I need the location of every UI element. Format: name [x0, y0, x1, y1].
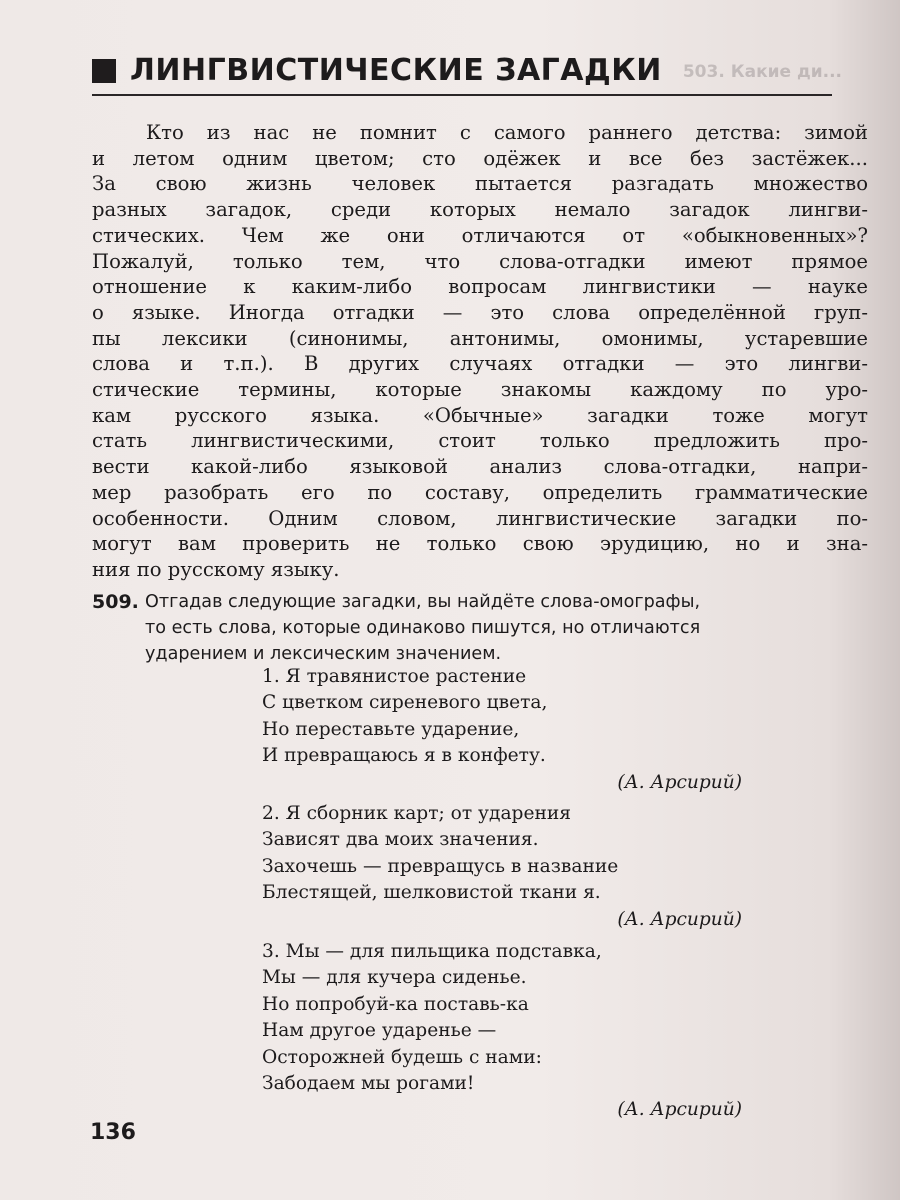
riddle-line: 1. Я травянистое растение — [262, 666, 527, 687]
riddle-line: Но переставьте ударение, — [262, 718, 520, 740]
intro-line: о языке. Иногда отгадки — это слова определённой груп- — [92, 300, 868, 324]
riddle-author: (А. Арсирий) — [617, 1099, 742, 1121]
riddle-line: 2. Я сборник карт; от ударения — [262, 803, 571, 824]
intro-line: Кто из нас не помнит с самого раннего детства: зимой — [146, 121, 868, 144]
riddle-line: 3. Мы — для пильщика подставка, — [262, 941, 602, 962]
intro-line: Пожалуй, только тем, что слова-отгадки имеют прямое — [92, 249, 868, 273]
intro-line: За свою жизнь человек пытается разгадать множество — [92, 172, 868, 196]
intro-paragraph — [92, 120, 868, 583]
exercise-line: ударением и лексическим значением. — [145, 643, 502, 664]
intro-line: мер разобрать его по составу, определить грамматические — [92, 480, 868, 504]
riddle-line: Осторожней будешь с нами: — [262, 1046, 542, 1068]
page-number: 136 — [90, 1120, 136, 1145]
riddle-3 — [262, 939, 742, 1124]
intro-line: кам русского языка. «Обычные» загадки тоже могут — [92, 403, 868, 427]
section-header — [92, 50, 842, 96]
riddle-line: Блестящей, шелковистой ткани я. — [262, 882, 601, 904]
riddle-2 — [262, 801, 742, 933]
intro-line: отношение к каким-либо вопросам лингвистики — науке — [92, 275, 868, 299]
riddle-line: Захочешь — превращусь в название — [262, 855, 619, 877]
intro-line: особенности. Одним словом, лингвистические загадки по- — [92, 506, 868, 530]
riddle-line: Но попробуй-ка поставь-ка — [262, 993, 529, 1015]
intro-line: слова и т.п.). В других случаях отгадки — это лингви- — [92, 352, 868, 376]
intro-line: разных загадок, среди которых немало загадок лингви- — [92, 198, 868, 222]
exercise-line: Отгадав следующие загадки, вы найдёте слова-омографы, — [145, 592, 701, 612]
intro-line: ния по русскому языку. — [92, 557, 340, 581]
black-square-icon — [92, 59, 116, 83]
bleed-through-heading: 503. Какие ди... — [682, 62, 842, 82]
riddle-line: Забодаем мы рогами! — [262, 1073, 475, 1095]
exercise-line: то есть слова, которые одинаково пишутся, но отличаются — [145, 617, 701, 638]
intro-line: вести какой-либо языковой анализ слова-отгадки, напри- — [92, 455, 868, 479]
riddle-line: Нам другое ударенье — — [262, 1020, 497, 1042]
intro-line: стать лингвистическими, стоит только предложить про- — [92, 429, 868, 453]
exercise-509 — [92, 590, 868, 667]
intro-line: и летом одним цветом; сто одёжек и все без застёжек... — [92, 146, 868, 170]
exercise-number: 509. — [92, 591, 139, 613]
exercise-instructions — [145, 590, 868, 667]
intro-line: пы лексики (синонимы, антонимы, омонимы, устаревшие — [92, 326, 868, 350]
intro-line: стических. Чем же они отличаются от «обыкновенных»? — [92, 223, 868, 247]
section-title: ЛИНГВИСТИЧЕСКИЕ ЗАГАДКИ — [130, 53, 662, 88]
riddle-line: И превращаюсь я в конфету. — [262, 745, 546, 767]
riddle-line: Зависят два моих значения. — [262, 829, 539, 851]
riddle-line: Мы — для кучера сиденье. — [262, 967, 527, 989]
intro-line: стические термины, которые знакомы каждому по уро- — [92, 378, 868, 402]
riddle-line: С цветком сиреневого цвета, — [262, 692, 548, 714]
riddle-author: (А. Арсирий) — [617, 908, 742, 930]
riddle-1 — [262, 664, 742, 796]
intro-line: могут вам проверить не только свою эрудицию, но и зна- — [92, 532, 868, 556]
riddle-author: (А. Арсирий) — [617, 771, 742, 793]
